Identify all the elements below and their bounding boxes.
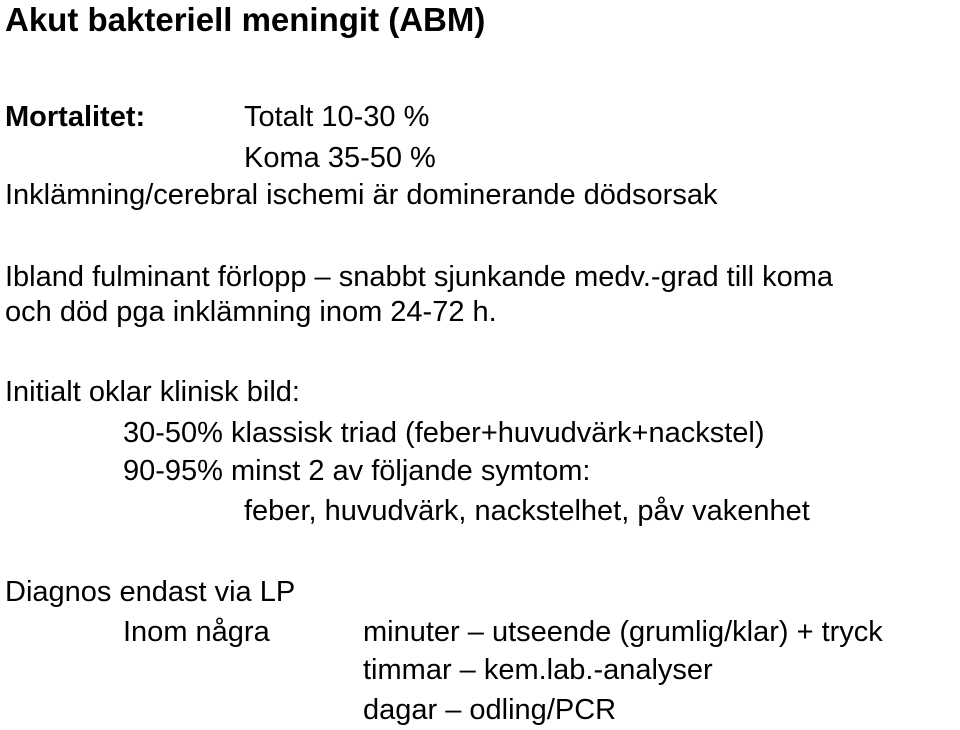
diagnosis-days: dagar – odling/PCR — [363, 694, 617, 726]
mortality-coma: Koma 35-50 % — [244, 142, 436, 174]
diagnosis-heading: Diagnos endast via LP — [5, 576, 296, 608]
slide-title: Akut bakteriell meningit (ABM) — [5, 1, 486, 38]
mortality-label: Mortalitet: — [5, 101, 146, 133]
fulminant-line-1: Ibland fulminant förlopp – snabbt sjunkande medv.-grad till koma — [5, 261, 834, 293]
mortality-total: Totalt 10-30 % — [244, 101, 430, 133]
clinical-triad: 30-50% klassisk triad (feber+huvudvärk+nackstel) — [123, 417, 765, 449]
clinical-symptoms-list: feber, huvudvärk, nackstelhet, påv vakenhet — [244, 495, 810, 527]
clinical-symptoms-intro: 90-95% minst 2 av följande symtom: — [123, 455, 591, 487]
diagnosis-minutes: minuter – utseende (grumlig/klar) + tryck — [363, 616, 883, 648]
clinical-heading: Initialt oklar klinisk bild: — [5, 376, 300, 408]
fulminant-line-2: och död pga inklämning inom 24-72 h. — [5, 296, 497, 328]
mortality-cause: Inklämning/cerebral ischemi är dominerande dödsorsak — [5, 179, 718, 211]
diagnosis-hours: timmar – kem.lab.-analyser — [363, 654, 713, 686]
diagnosis-within: Inom några — [123, 616, 270, 648]
